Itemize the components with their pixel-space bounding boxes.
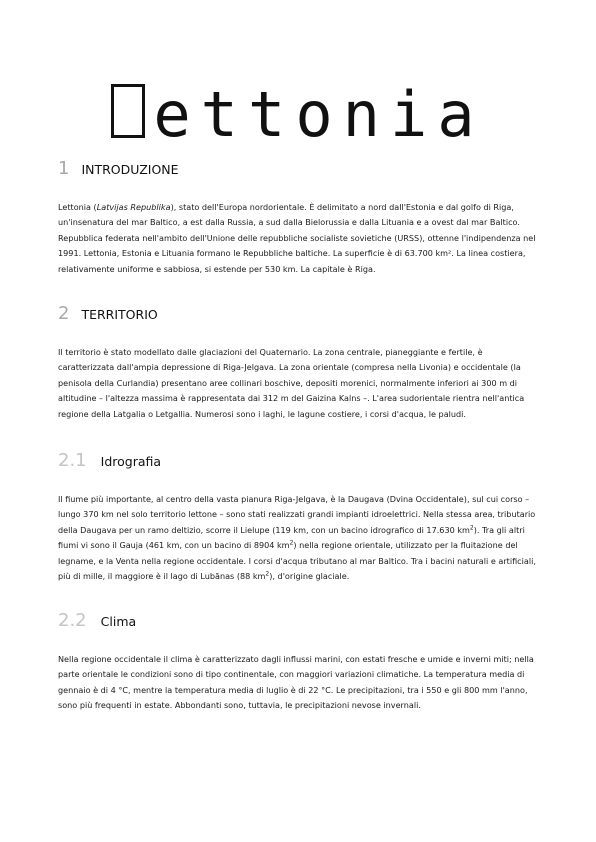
paragraph-text: ). Tra gli altri fiumi vi sono il Gauja (461 km, con un bacino di 8904 km (58, 524, 525, 551)
section-heading (58, 158, 538, 184)
paragraph-text: ), stato dell'Europa nordorientale. È delimitato a nord dall'Estonia e dal golfo di Riga, un'insenatura del mar Baltico, a est dalla Russia, a sud dalla Bielorussia e dalla Lituania e a ovest dal mar Baltico. Repubblica federata nell'ambito dell'Unione delle repubbliche socialiste sovietiche (URSS), ottenne l'indipendenza nel 1991. Lettonia, Estonia e Lituania formano le Repubbliche baltiche. La superficie è di 63.700 km². La linea costiera, relativamente uniforme e sabbiosa, si estende per 530 km. La capitale è Riga. (58, 202, 536, 274)
superscript: 2 (469, 524, 474, 532)
section-number: 2.1 (58, 450, 87, 471)
superscript: 2 (265, 570, 270, 578)
section-number: 1 (58, 158, 70, 179)
section-heading (58, 450, 538, 476)
section-paragraph: Il territorio è stato modellato dalle glaciazioni del Quaternario. La zona centrale, pianeggiante e fertile, è caratterizzata dall'ampia depressione di Riga-Jelgava. La zona orientale (compresa nella Livonia) e occidentale (la penisola della Curlandia) presentano aree collinari boschive, depositi morenici, normalmente inferiori ai 300 m di altitudine – l'altezza massima è rappresentata dai 312 m del Gaizina Kalns –. L'area sudorientale rientra nell'antica regione della Latgalia o Letgallia. Numerosi sono i laghi, le lagune costiere, i corsi d'acqua, le paludi. (58, 347, 525, 419)
document-title (0, 80, 596, 150)
superscript: 2 (289, 539, 294, 547)
section-title: TERRITORIO (81, 307, 158, 322)
section-paragraph (58, 200, 538, 277)
section-clima (58, 610, 538, 714)
paragraph-italic-text: Latvijas Republika (96, 202, 171, 212)
paragraph-text: ) nella regione orientale, utilizzato per la fluitazione del legname, e la Venta nella regione occidentale. I corsi d'acqua tributano al mar Baltico. Tra i bacini naturali e artificiali, più di mille, il maggiore è il lago di Lubānas (88 km (58, 540, 536, 582)
paragraph-text: Il fiume più importante, al centro della vasta pianura Riga-Jelgava, è la Daugava (Dvina Occidentale), sul cui corso – lungo 370 km nel solo territorio lettone – sono stati realizzati grandi impianti idroelettrici. Nella stessa area, tributario della Daugava per un ramo deltizio, scorre il Lielupe (119 km, con un bacino idrografico di 17.630 km (58, 494, 536, 535)
section-introduzione (58, 158, 538, 277)
paragraph-text: ), d'origine glaciale. (269, 571, 350, 582)
section-heading (58, 303, 538, 329)
section-paragraph (58, 492, 538, 584)
section-number: 2 (58, 303, 70, 324)
paragraph-text: Lettonia ( (58, 202, 97, 212)
section-territorio (58, 303, 538, 422)
missing-glyph-box (111, 84, 145, 138)
section-title: Idrografia (100, 454, 162, 469)
section-heading (58, 610, 538, 636)
section-title: Clima (100, 614, 137, 629)
section-idrografia (58, 450, 538, 584)
document-title-text: ettonia (153, 78, 485, 151)
section-paragraph: Nella regione occidentale il clima è caratterizzato dagli influssi marini, con estati fresche e umide e inverni miti; nella parte orientale le condizioni sono di tipo continentale, con maggiori variazioni climatiche. La temperatura media di gennaio è di 4 °C, mentre la temperatura media di luglio è di 22 °C. Le precipitazioni, tra i 550 e gli 800 mm l'anno, sono più frequenti in estate. Abbondanti sono, tuttavia, le precipitazioni nevose invernali. (58, 654, 534, 711)
section-number: 2.2 (58, 610, 87, 631)
section-title: INTRODUZIONE (81, 162, 179, 177)
